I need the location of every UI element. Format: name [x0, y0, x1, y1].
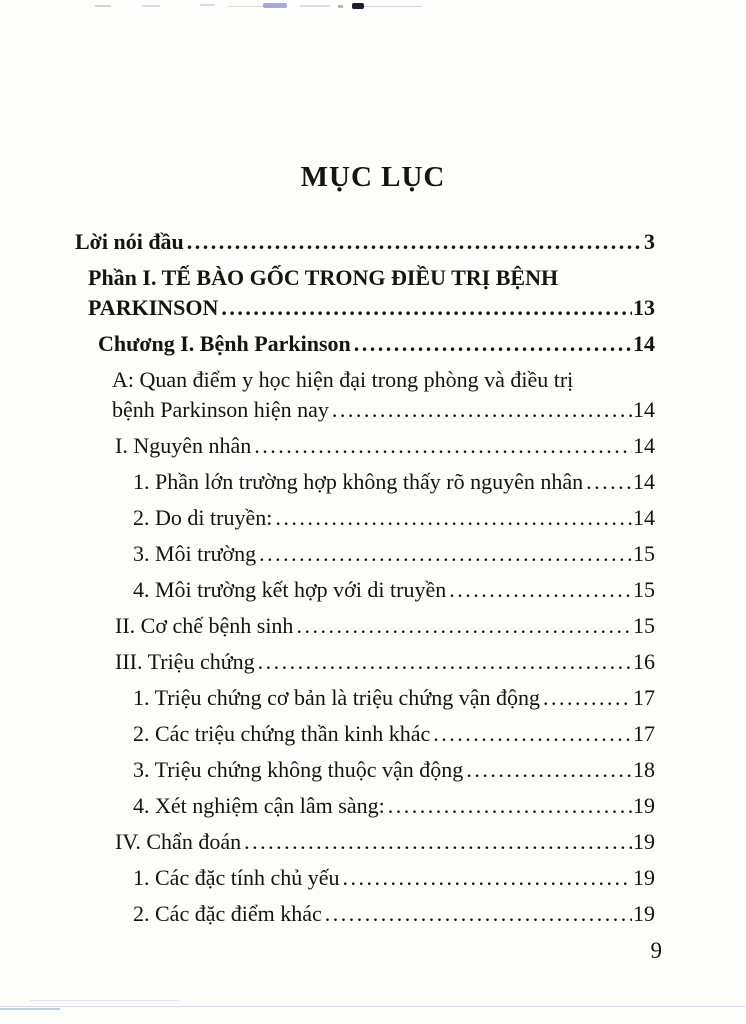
scan-artifact [263, 3, 287, 8]
dot-leader [221, 293, 632, 323]
entry-label: 1. Phần lớn trường hợp không thấy rõ nguyên nhân [133, 469, 584, 494]
entry-label: Chương I. Bệnh Parkinson [98, 331, 351, 356]
toc-entry [75, 329, 655, 359]
dot-leader [244, 827, 632, 857]
dot-leader [325, 899, 632, 929]
entry-page-number: 15 [633, 613, 655, 638]
dot-leader [343, 863, 633, 893]
toc-entry [75, 503, 655, 533]
entry-label: 4. Môi trường kết hợp với di truyền [133, 577, 447, 602]
dot-leader [259, 539, 632, 569]
toc-entry [75, 227, 655, 257]
entry-page-number: 14 [633, 469, 655, 494]
entry-page-number: 14 [633, 433, 655, 458]
dot-leader [296, 611, 632, 641]
entry-page-number: 19 [633, 865, 655, 890]
dot-leader [388, 791, 632, 821]
entry-page-number: 17 [633, 685, 655, 710]
entry-label: bệnh Parkinson hiện nay [112, 397, 329, 422]
toc-list [75, 227, 655, 929]
dot-leader [275, 503, 632, 533]
toc-entry [75, 827, 655, 857]
entry-label: II. Cơ chế bệnh sinh [115, 613, 294, 638]
scan-artifact [300, 5, 330, 7]
toc-entry [75, 431, 655, 461]
entry-page-number: 19 [633, 829, 655, 854]
toc-entry [75, 539, 655, 569]
entry-label: A: Quan điểm y học hiện đại trong phòng và điều trị [112, 367, 574, 392]
toc-entry [75, 293, 655, 323]
entry-label: Lời nói đầu [75, 229, 184, 254]
scan-artifact [338, 5, 343, 8]
toc-entry [75, 395, 655, 425]
dot-leader [466, 755, 632, 785]
scan-artifact [352, 3, 364, 9]
entry-label: 4. Xét nghiệm cận lâm sàng: [133, 793, 385, 818]
toc-entry [75, 755, 655, 785]
entry-label: 2. Các triệu chứng thần kinh khác [133, 721, 431, 746]
entry-page-number: 19 [633, 901, 655, 926]
toc-entry [75, 647, 655, 677]
entry-label: 1. Triệu chứng cơ bản là triệu chứng vận động [133, 685, 540, 710]
entry-label: 2. Các đặc điểm khác [133, 901, 322, 926]
dot-leader [586, 467, 632, 497]
dot-leader [449, 575, 632, 605]
entry-page-number: 15 [633, 541, 655, 566]
footer-page-number: 9 [650, 938, 662, 963]
scan-artifact [95, 5, 111, 7]
entry-page-number: 15 [633, 577, 655, 602]
dot-leader [543, 683, 632, 713]
scan-artifact [0, 1008, 60, 1010]
dot-leader [433, 719, 632, 749]
toc-entry [75, 719, 655, 749]
entry-label: IV. Chẩn đoán [115, 829, 242, 854]
scan-artifact [142, 5, 160, 7]
toc-entry [75, 467, 655, 497]
entry-page-number: 14 [633, 505, 655, 530]
entry-label: 3. Triệu chứng không thuộc vận động [133, 757, 464, 782]
scan-artifact [364, 6, 422, 7]
page-title: MỤC LỤC [300, 161, 446, 193]
dot-leader [254, 431, 632, 461]
toc-entry [75, 899, 655, 929]
dot-leader [187, 227, 643, 257]
entry-page-number: 18 [633, 757, 655, 782]
entry-label: 3. Môi trường [133, 541, 257, 566]
entry-page-number: 19 [633, 793, 655, 818]
entry-page-number: 16 [633, 649, 655, 674]
entry-label: PARKINSON [88, 295, 219, 320]
entry-label: I. Nguyên nhân [115, 433, 252, 458]
entry-page-number: 17 [633, 721, 655, 746]
entry-page-number: 14 [633, 331, 655, 356]
entry-page-number: 14 [633, 397, 655, 422]
entry-label: Phần I. TẾ BÀO GỐC TRONG ĐIỀU TRỊ BỆNH [88, 265, 559, 290]
dot-leader [354, 329, 632, 359]
entry-page-number: 3 [644, 229, 655, 254]
toc-entry [75, 683, 655, 713]
entry-page-number: 13 [633, 295, 655, 320]
toc-entry [75, 263, 655, 293]
scan-artifact [0, 1006, 746, 1007]
toc-entry [75, 575, 655, 605]
toc-entry [75, 791, 655, 821]
entry-label: III. Triệu chứng [115, 649, 255, 674]
entry-label: 2. Do di truyền: [133, 505, 273, 530]
dot-leader [332, 395, 632, 425]
dot-leader [258, 647, 632, 677]
toc-entry [75, 365, 655, 395]
entry-label: 1. Các đặc tính chủ yếu [133, 865, 340, 890]
toc-entry [75, 611, 655, 641]
toc-entry [75, 863, 655, 893]
scan-artifact [200, 4, 215, 6]
scan-artifact [30, 1000, 180, 1001]
